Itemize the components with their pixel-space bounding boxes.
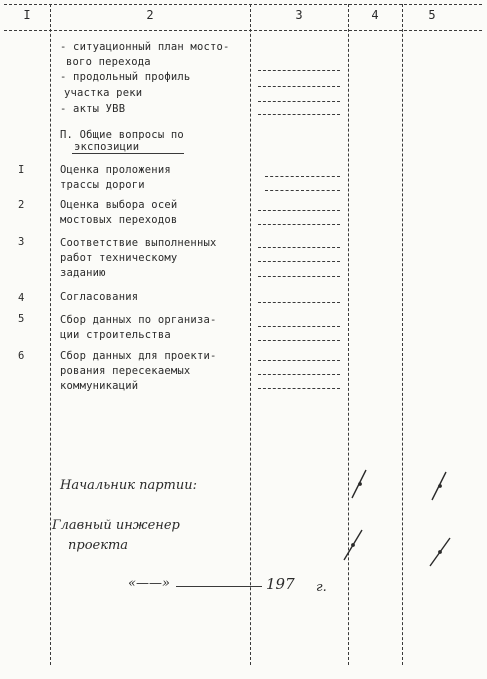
- item-text: трассы дороги: [60, 179, 145, 191]
- dot-mark: [352, 544, 354, 546]
- row-number: 3: [18, 236, 25, 248]
- item-text: - ситуационный план мосто-: [60, 41, 230, 53]
- section-title-cont: экспозиции: [74, 141, 140, 153]
- item-text: - акты УВВ: [60, 103, 126, 115]
- item-text: Соответствие выполненных: [60, 237, 217, 249]
- item-text: Согласования: [60, 291, 139, 303]
- column-header-5: 5: [428, 8, 436, 22]
- item-text: вого перехода: [66, 56, 151, 68]
- item-text: заданию: [60, 267, 106, 279]
- item-text: мостовых переходов: [60, 214, 178, 226]
- dot-mark: [439, 551, 441, 553]
- section-title: П. Общие вопросы по: [60, 129, 184, 141]
- item-text: работ техническому: [60, 252, 178, 264]
- dot-mark: [439, 485, 441, 487]
- dot-mark: [359, 483, 361, 485]
- column-header-4: 4: [371, 8, 379, 22]
- item-text: Оценка выбора осей: [60, 199, 178, 211]
- row-number: I: [18, 164, 25, 176]
- date-quote: «——»: [128, 576, 170, 591]
- item-text: участка реки: [64, 87, 143, 99]
- item-text: - продольный профиль: [60, 71, 191, 83]
- column-header-2: 2: [146, 8, 154, 22]
- row-number: 4: [18, 292, 25, 304]
- date-year-suffix: г.: [316, 580, 327, 595]
- item-text: Оценка проложения: [60, 164, 171, 176]
- engineer-signature-label-cont: проекта: [68, 538, 129, 553]
- row-number: 2: [18, 199, 25, 211]
- item-text: рования пересекаемых: [60, 365, 191, 377]
- column-header-1: I: [23, 8, 31, 22]
- item-text: Сбор данных по организа-: [60, 314, 217, 326]
- column-header-3: 3: [295, 8, 303, 22]
- row-number: 5: [18, 313, 25, 325]
- engineer-signature-label: Главный инженер: [52, 518, 180, 533]
- date-year: 197: [266, 575, 295, 593]
- item-text: ции строительства: [60, 329, 171, 341]
- chief-signature-label: Начальник партии:: [60, 478, 198, 493]
- item-text: коммуникаций: [60, 380, 139, 392]
- item-text: Сбор данных для проекти-: [60, 350, 217, 362]
- row-number: 6: [18, 350, 25, 362]
